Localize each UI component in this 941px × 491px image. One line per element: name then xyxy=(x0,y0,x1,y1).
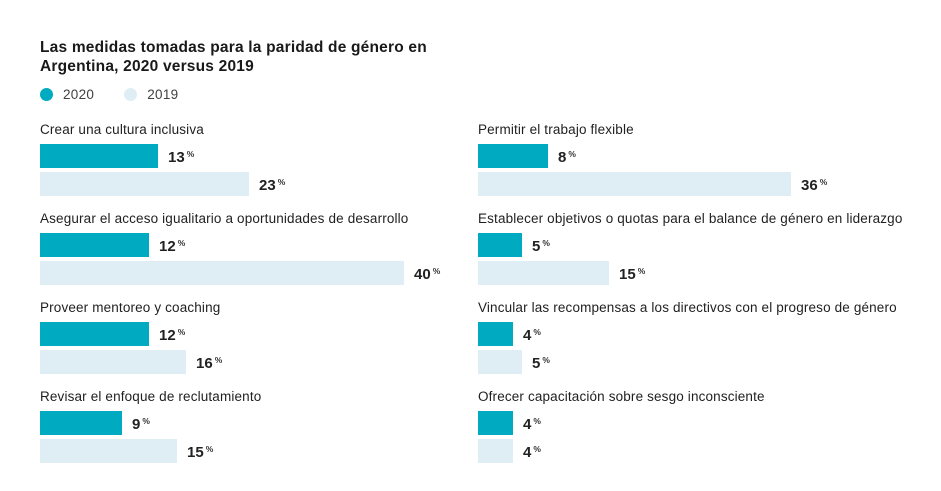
value-label xyxy=(132,409,150,437)
bar-group xyxy=(40,388,478,463)
bar-2019 xyxy=(478,261,609,285)
value-number: 12 xyxy=(159,327,176,344)
bar-2020 xyxy=(478,322,513,346)
bar-group xyxy=(478,210,938,285)
value-label xyxy=(523,437,541,465)
legend-item-2020 xyxy=(40,87,94,102)
bar-2019 xyxy=(478,172,791,196)
value-number: 13 xyxy=(168,149,185,166)
value-label xyxy=(523,409,541,437)
bar-row-2020 xyxy=(478,411,938,435)
bar-2019 xyxy=(40,439,177,463)
value-label xyxy=(801,170,827,198)
bar-row-2019 xyxy=(478,350,938,374)
value-label xyxy=(196,348,222,376)
percent-sign: % xyxy=(568,149,576,159)
bar-2020 xyxy=(40,144,158,168)
percent-sign: % xyxy=(214,355,223,365)
legend-label-2020: 2020 xyxy=(63,87,95,102)
bar-2019 xyxy=(478,439,513,463)
percent-sign: % xyxy=(142,416,150,426)
percent-sign: % xyxy=(819,177,828,187)
bar-row-2019 xyxy=(40,261,478,285)
bar-2019 xyxy=(40,261,404,285)
group-label: Vincular las recompensas a los directivos con el progreso de género xyxy=(478,300,897,315)
percent-sign: % xyxy=(277,177,286,187)
value-label xyxy=(159,320,185,348)
value-number: 4 xyxy=(523,327,532,344)
legend-item-2019 xyxy=(124,87,178,102)
percent-sign: % xyxy=(542,355,550,365)
chart-column-right xyxy=(478,121,938,477)
bar-2020 xyxy=(40,233,149,257)
bar-row-2019 xyxy=(40,350,478,374)
legend-label-2019: 2019 xyxy=(147,87,179,102)
bar-2019 xyxy=(40,172,249,196)
bar-2020 xyxy=(40,411,122,435)
bar-2019 xyxy=(478,350,522,374)
bar-group xyxy=(40,299,478,374)
bar-row-2019 xyxy=(478,439,938,463)
group-label: Permitir el trabajo flexible xyxy=(478,122,634,137)
value-number: 12 xyxy=(159,238,176,255)
value-number: 5 xyxy=(532,355,541,372)
bar-row-2019 xyxy=(40,172,478,196)
bar-row-2019 xyxy=(40,439,478,463)
group-label: Ofrecer capacitación sobre sesgo inconsciente xyxy=(478,389,765,404)
bar-2020 xyxy=(478,144,548,168)
percent-sign: % xyxy=(205,444,214,454)
value-number: 4 xyxy=(523,444,532,461)
bar-2019 xyxy=(40,350,186,374)
value-label xyxy=(168,142,194,170)
value-label xyxy=(532,231,550,259)
chart-title xyxy=(40,38,427,76)
bar-group xyxy=(478,388,938,463)
group-label: Crear una cultura inclusiva xyxy=(40,122,204,137)
chart-title-line-1: Las medidas tomadas para la paridad de género en xyxy=(40,39,427,56)
bar-row-2020 xyxy=(478,144,938,168)
bar-2020 xyxy=(40,322,149,346)
percent-sign: % xyxy=(533,416,541,426)
legend-dot-2019-icon xyxy=(124,88,137,101)
group-label: Proveer mentoreo y coaching xyxy=(40,300,221,315)
value-number: 40 xyxy=(414,266,431,283)
chart-title-line-2: Argentina, 2020 versus 2019 xyxy=(40,58,254,75)
value-number: 36 xyxy=(801,177,818,194)
bar-row-2020 xyxy=(40,144,478,168)
value-label xyxy=(187,437,213,465)
value-number: 4 xyxy=(523,416,532,433)
bar-2020 xyxy=(478,411,513,435)
bar-group xyxy=(40,210,478,285)
chart-column-left xyxy=(40,121,478,477)
value-number: 5 xyxy=(532,238,541,255)
bar-row-2019 xyxy=(478,261,938,285)
value-label xyxy=(414,259,440,287)
value-number: 23 xyxy=(259,177,276,194)
bar-group xyxy=(478,299,938,374)
percent-sign: % xyxy=(637,266,646,276)
percent-sign: % xyxy=(177,238,186,248)
value-number: 9 xyxy=(132,416,141,433)
value-number: 15 xyxy=(619,266,636,283)
bar-row-2020 xyxy=(40,322,478,346)
group-label: Revisar el enfoque de reclutamiento xyxy=(40,389,262,404)
bar-row-2020 xyxy=(40,411,478,435)
group-label: Establecer objetivos o quotas para el balance de género en liderazgo xyxy=(478,211,903,226)
legend xyxy=(40,87,178,102)
bar-group xyxy=(478,121,938,196)
bar-row-2020 xyxy=(478,233,938,257)
percent-sign: % xyxy=(186,149,195,159)
value-number: 16 xyxy=(196,355,213,372)
bar-row-2019 xyxy=(478,172,938,196)
value-number: 15 xyxy=(187,444,204,461)
value-number: 8 xyxy=(558,149,567,166)
percent-sign: % xyxy=(533,327,541,337)
bar-row-2020 xyxy=(40,233,478,257)
legend-dot-2020-icon xyxy=(40,88,53,101)
value-label xyxy=(523,320,541,348)
percent-sign: % xyxy=(542,238,550,248)
percent-sign: % xyxy=(533,444,541,454)
bar-2020 xyxy=(478,233,522,257)
percent-sign: % xyxy=(432,266,441,276)
value-label xyxy=(159,231,185,259)
percent-sign: % xyxy=(177,327,186,337)
bar-row-2020 xyxy=(478,322,938,346)
value-label xyxy=(259,170,285,198)
group-label: Asegurar el acceso igualitario a oportunidades de desarrollo xyxy=(40,211,409,226)
bar-group xyxy=(40,121,478,196)
value-label xyxy=(532,348,550,376)
value-label xyxy=(619,259,645,287)
value-label xyxy=(558,142,576,170)
